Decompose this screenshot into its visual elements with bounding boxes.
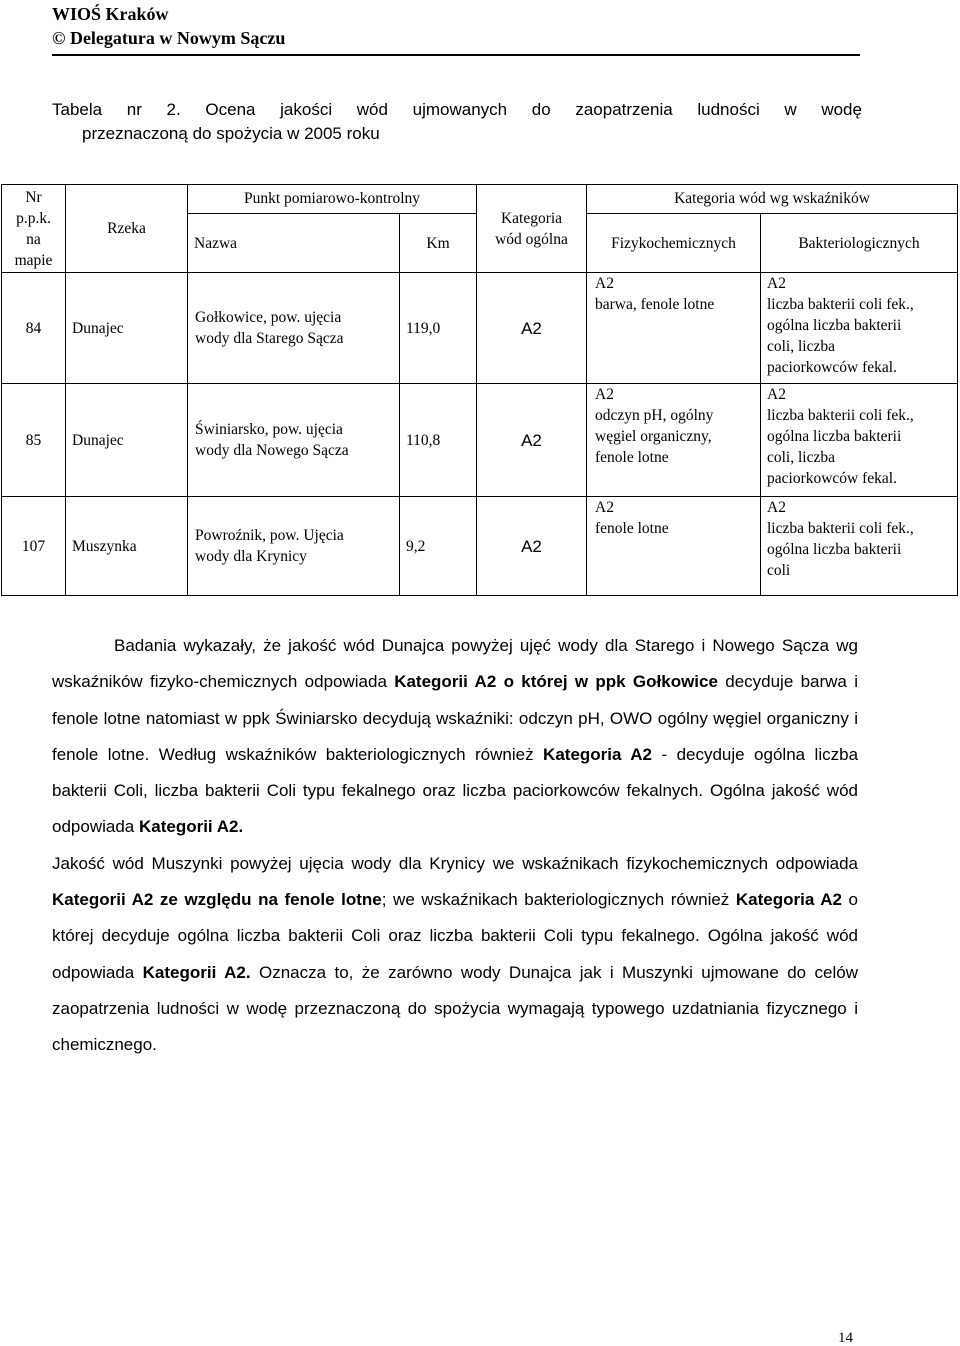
cell-bakterio: A2 liczba bakterii coli fek., ogólna liczba bakterii coli, liczba paciorkowców fekal. [761,273,958,384]
caption-word: ujmowanych [412,100,508,119]
table-row [2,497,958,596]
header-nr: Nr p.p.k. na mapie [2,185,66,273]
cell-fizyko: A2 barwa, fenole lotne [587,273,761,384]
table-row [2,384,958,497]
water-quality-table [1,184,957,596]
header-delegation: © Delegatura w Nowym Sączu [52,28,286,48]
cell-nr: 84 [2,273,66,384]
table-row [2,273,958,384]
header-rule [52,54,860,56]
caption-word: nr [126,100,142,119]
cell-bakterio: A2 liczba bakterii coli fek., ogólna liczba bakterii coli [761,497,958,596]
header-rzeka: Rzeka [66,185,188,273]
caption-word: wodę [821,100,862,119]
header-punkt: Punkt pomiarowo-kontrolny [188,185,477,214]
header-km: Km [400,213,477,273]
cell-rzeka: Muszynka [66,497,188,596]
caption-line-1 [52,98,862,122]
caption-word: do [531,100,551,119]
caption-word: ludności [697,100,760,119]
page-number: 14 [838,1330,853,1346]
header-nazwa: Nazwa [188,213,400,273]
cell-fizyko: A2 fenole lotne [587,497,761,596]
cell-kategoria: A2 [477,497,587,596]
cell-nazwa: Świniarsko, pow. ujęcia wody dla Nowego Sącza [188,384,400,497]
cell-nr: 107 [2,497,66,596]
cell-rzeka: Dunajec [66,273,188,384]
header-org: WIOŚ Kraków [52,4,169,24]
cell-nazwa: Gołkowice, pow. ujęcia wody dla Starego Sącza [188,273,400,384]
cell-kategoria: A2 [477,273,587,384]
header-kategoria-wg: Kategoria wód wg wskaźników [587,185,958,214]
paragraph-dunajec: Badania wykazały, że jakość wód Dunajca powyżej ujęć wody dla Starego i Nowego Sącza wg wskaźników fizyko-chemicznych odpowiada Kategorii A2 o której w ppk Gołkowice decyduje barwa i fenole lotne natomiast w ppk Świniarsko decydują wskaźniki: odczyn pH, OWO ogólny węgiel organiczny i fenole lotne. Według wskaźników bakteriologicznych również Kategoria A2 - decyduje ogólna liczba bakterii Coli, liczba bakterii Coli typu fekalnego oraz liczba paciorkowców fekalnych. Ogólna jakość wód odpowiada Kategorii A2. [52,636,859,837]
header-kategoria-ogolna: Kategoria wód ogólna [477,185,587,273]
caption-word: wód [356,100,388,119]
cell-kategoria: A2 [477,384,587,497]
cell-nr: 85 [2,384,66,497]
quality-table [1,184,958,596]
caption-word: Ocena [205,100,256,119]
cell-bakterio: A2 liczba bakterii coli fek., ogólna liczba bakterii coli, liczba paciorkowców fekal. [761,384,958,497]
caption-word: w [784,100,797,119]
cell-rzeka: Dunajec [66,384,188,497]
caption-word: Tabela [52,100,103,119]
caption-word: jakości [280,100,333,119]
cell-nazwa: Powroźnik, pow. Ujęcia wody dla Krynicy [188,497,400,596]
paragraph-muszynka: Jakość wód Muszynki powyżej ujęcia wody dla Krynicy we wskaźnikach fizykochemicznych odpowiada Kategorii A2 ze względu na fenole lotne; we wskaźnikach bakteriologicznych również Kategoria A2 o której decyduje ogólna liczba bakterii Coli oraz liczba bakterii Coli typu fekalnego. Ogólna jakość wód odpowiada Kategorii A2. Oznacza to, że zarówno wody Dunajca jak i Muszynki ujmowane do celów zaopatrzenia ludności w wodę przeznaczoną do spożycia wymagają typowego uzdatniania fizycznego i chemicznego. [52,853,859,1055]
cell-km: 110,8 [400,384,477,497]
header-fizyko: Fizykochemicznych [587,213,761,273]
caption-word: 2. [166,100,181,119]
cell-km: 9,2 [400,497,477,596]
caption-line-2: przeznaczoną do spożycia w 2005 roku [82,124,380,143]
table-caption [52,98,862,146]
cell-fizyko: A2 odczyn pH, ogólny węgiel organiczny, fenole lotne [587,384,761,497]
caption-word: zaopatrzenia [575,100,673,119]
cell-km: 119,0 [400,273,477,384]
body-text [52,628,858,1064]
page-header [52,2,285,50]
header-bakterio: Bakteriologicznych [761,213,958,273]
